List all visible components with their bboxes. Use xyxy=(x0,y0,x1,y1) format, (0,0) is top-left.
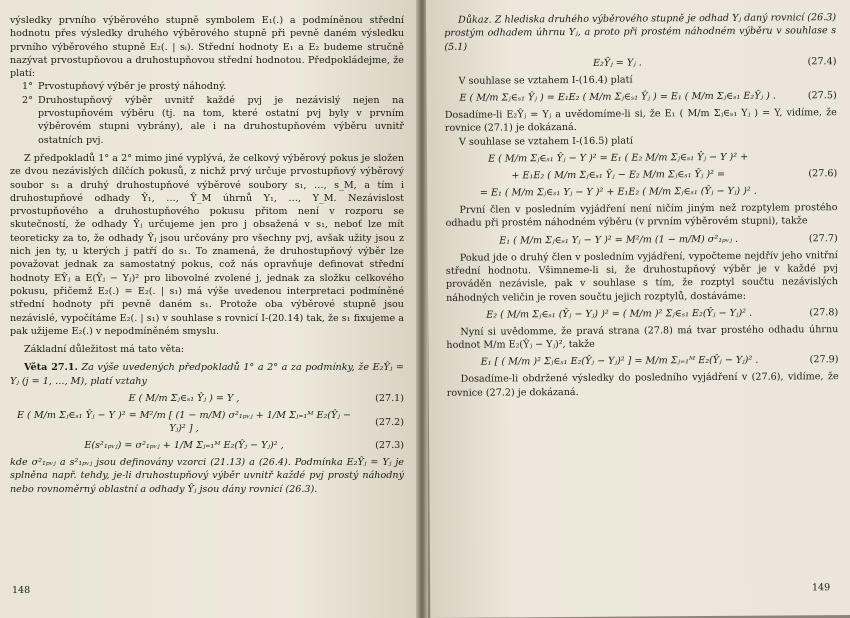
equation-formula: E₁ ( M/m Σⱼ∈ₛ₁ Yⱼ − Y )² = M²/m (1 − m/M) σ²₁ₚᵥⱼ . xyxy=(499,233,739,247)
assumption-text: Druhostupňový výběr uvnitř každé pvj je nezávislý nejen na prvostupňovém výběru (tj. na tom, které ostatní pvj byly v prvním výběrovém stupni vybrány), ale i na druhostupňovém výběru uvnitř ostatních pvj. xyxy=(38,94,404,146)
assumption-2 xyxy=(22,94,404,147)
assumption-text: Prvostupňový výběr je prostý náhodný. xyxy=(38,81,227,93)
equation-number: (27.9) xyxy=(809,354,839,366)
equation-27-4 xyxy=(444,55,836,71)
equation-27-8 xyxy=(446,306,838,322)
body-paragraph: První člen v posledním vyjádření není ničím jiným než rozptylem prostého odhadu při prostém náhodném výběru (v prvním výběrovém stupni), takže xyxy=(445,202,838,230)
body-paragraph: V souhlase se vztahem I-(16.5) platí xyxy=(458,135,633,148)
equation-formula: E ( M/m Σⱼ∈ₛ₁ Ŷⱼ − Y )² = M²/m [ (1 − m/M) σ²₁ₚᵥⱼ + 1/M Σⱼ₌₁ᴹ E₂(Ŷⱼ − Yⱼ)² ] , xyxy=(16,410,352,435)
body-paragraph: V souhlase se vztahem I-(16.4) platí xyxy=(458,74,633,87)
equation-number: (27.6) xyxy=(808,168,838,180)
equation-formula: E ( M/m Σⱼ∈ₛ₁ Ŷⱼ ) = E₁E₂ ( M/m Σⱼ∈ₛ₁ Ŷⱼ ) = E₁ ( M/m Σⱼ∈ₛ₁ E₂Ŷⱼ ) . xyxy=(459,90,776,104)
equation-number: (27.1) xyxy=(375,393,404,405)
equation-number: (27.5) xyxy=(807,90,837,102)
page-number: 149 xyxy=(811,582,831,594)
assumption-number: 1° xyxy=(22,81,33,93)
equation-27-9 xyxy=(446,354,838,370)
left-page xyxy=(0,0,418,618)
equation-27-6c xyxy=(445,184,837,200)
proof-paragraph: Důkaz. Z hlediska druhého výběrového stupně je odhad Yⱼ daný rovnicí (26.3) prostým odhadem úhrnu Yⱼ, a proto při prostém náhodném výběru v souhlase s (5.1) xyxy=(444,12,837,53)
theorem-heading: Věta 27.1. xyxy=(24,362,78,374)
equation-formula: + E₁E₂ ( M/m Σⱼ∈ₛ₁ Ŷⱼ − E₂ M/m Σⱼ∈ₛ₁ Ŷⱼ )² = xyxy=(511,168,726,182)
assumption-number: 2° xyxy=(22,94,33,106)
body-paragraph: Dosadíme-li E₂Ŷⱼ = Yⱼ a uvědomíme-li si, že E₁ ( M/m Σⱼ∈ₛ₁ Yⱼ ) = Y, vidíme, že rovnice (27.1) je dokázaná. xyxy=(444,107,837,135)
equation-formula: E(s²₁ₚᵥⱼ) = σ²₁ₚᵥⱼ + 1/M Σⱼ₌₁ᴹ E₂(Ŷⱼ − Yⱼ)² , xyxy=(84,440,284,452)
equation-27-2 xyxy=(10,409,404,435)
equation-number: (27.4) xyxy=(807,56,837,68)
equation-27-6b xyxy=(445,167,837,183)
equation-formula: E ( M/m Σⱼ∈ₛ₁ Ŷⱼ − Y )² = E₁ ( E₂ M/m Σⱼ∈ₛ₁ Ŷⱼ − Y )² + xyxy=(488,151,749,165)
equation-number: (27.8) xyxy=(809,306,839,319)
equation-27-1 xyxy=(10,392,404,405)
equation-formula: E₁ [ ( M/m )² Σⱼ∈ₛ₁ E₂(Ŷⱼ − Yⱼ)² ] = M/m Σⱼ₌₁ᴹ E₂(Ŷⱼ − Yⱼ)² . xyxy=(480,355,759,369)
body-paragraph: Pokud jde o druhý člen v posledním vyjádření, vypočteme nejdřív jeho vnitřní střední hodnotu. Všimneme-li si, že druhostupňový výběr je v každé pvj prováděn nezávisle, pak v souhlase s tím, že rozptyl součtu nezávislých náhodných veličin je roven součtu jejich rozptylů, dostáváme: xyxy=(445,249,839,304)
body-paragraph: Základní důležitost má tato věta: xyxy=(24,344,185,356)
equation-number: (27.3) xyxy=(375,440,404,452)
equation-formula: E₂ ( M/m Σⱼ∈ₛ₁ (Ŷⱼ − Yⱼ) )² = ( M/m )² Σⱼ∈ₛ₁ E₂(Ŷⱼ − Yⱼ)² . xyxy=(486,307,753,321)
page-number: 148 xyxy=(12,585,31,596)
equation-27-6a xyxy=(445,150,837,166)
theorem-text: Za výše uvedených předpokladů 1° a 2° a za podmínky, že E₂Ŷⱼ = Yⱼ (j = 1, …, M), platí vztahy xyxy=(10,362,404,387)
theorem xyxy=(10,361,404,388)
equation-27-5 xyxy=(445,89,837,105)
equation-number: (27.7) xyxy=(808,232,838,245)
intro-paragraph: výsledky prvního výběrového stupně symbolem E₁(.) a podmíněnou střední hodnotu přes výsledky druhého výběrového stupně při pevně daném výsledku prvního výběrového stupně E₂(. | sᵢ). Střední hodnoty E₁ a E₂ budeme stručně nazývat prvostupňovou a druhostupňovou střední hodnotou. Předpokládejme, že platí: xyxy=(10,15,404,80)
body-paragraph: Dosadíme-li obdržené výsledky do posledního vyjádření v (27.6), vidíme, že rovnice (27.2) je dokázaná. xyxy=(446,371,839,399)
body-paragraph: Nyní si uvědomme, že pravá strana (27.8) má tvar prostého odhadu úhrnu hodnot M/m E₂(Ŷⱼ − Yⱼ)², takže xyxy=(446,323,839,352)
equation-number: (27.2) xyxy=(375,416,404,428)
right-page xyxy=(426,0,850,618)
body-paragraph: Z předpokladů 1° a 2° mimo jiné vyplývá, že celkový výběrový pokus je složen ze dvou nezávislých dílčích pokusů, z nichž prvý určuje prvostupňový výběrový soubor s₁ a druhý druhostupňové výběrové soubory s₁, …, s_M, a tím i druhostupňové odhady Ŷ₁, …, Ŷ_M úhrnů Y₁, …, Y_M. Nezávislost prvostupňového a druhostupňového pokusu přitom není v rozporu se skutečností, že odhady Ŷⱼ určujeme jen pro j obsažená v s₁, neboť lze mít teoreticky za to, že odhady Ŷⱼ jsou určovány pro všechny pvj, avšak užity jsou z nich jen ty, u kterých j patří do s₁. To znamená, že druhostupňový výběr lze považovat jednak za samostatný pokus, což nás opravňuje definovat střední hodnoty EŶⱼ a E(Ŷⱼ − Yⱼ)² pro libovolné zvolené j, jednak za složku celkového pokusu, přičemž E₂(.) = E₂(. | s₁) má výše uvedenou interpretaci podmíněné střední hodnoty při pevně daném s₁. Protože oba výběrové stupně jsou nezávislé, vypočítáme E₂(. | s₁) v souhlase s rovnicí I-(20.14) tak, že s₁ fixujeme a pak užijeme E₂(.) v nepodmíněném smyslu. xyxy=(10,152,404,337)
equation-27-7 xyxy=(446,232,838,248)
equation-27-3 xyxy=(10,439,404,452)
equation-formula: E₂Ŷⱼ = Yⱼ . xyxy=(592,57,642,69)
theorem-closing: kde σ²₁ₚᵥⱼ a s²₁ₚᵥⱼ jsou definovány vzorci (21.13) a (26.4). Podmínka E₂Ŷⱼ = Yⱼ je splněna např. tehdy, je-li druhostupňový výběr uvnitř každé pvj prostý náhodný nebo rovnoměrný oblastní a odhady Ŷⱼ jsou dány rovnicí (26.3). xyxy=(10,457,404,495)
assumption-1 xyxy=(22,80,404,93)
equation-formula: E ( M/m Σⱼ∈ₛ₁ Ŷⱼ ) = Y , xyxy=(128,393,240,405)
equation-formula: = E₁ ( M/m Σⱼ∈ₛ₁ Yⱼ − Y )² + E₁E₂ ( M/m Σⱼ∈ₛ₁ (Ŷⱼ − Yⱼ) )² . xyxy=(479,185,757,199)
